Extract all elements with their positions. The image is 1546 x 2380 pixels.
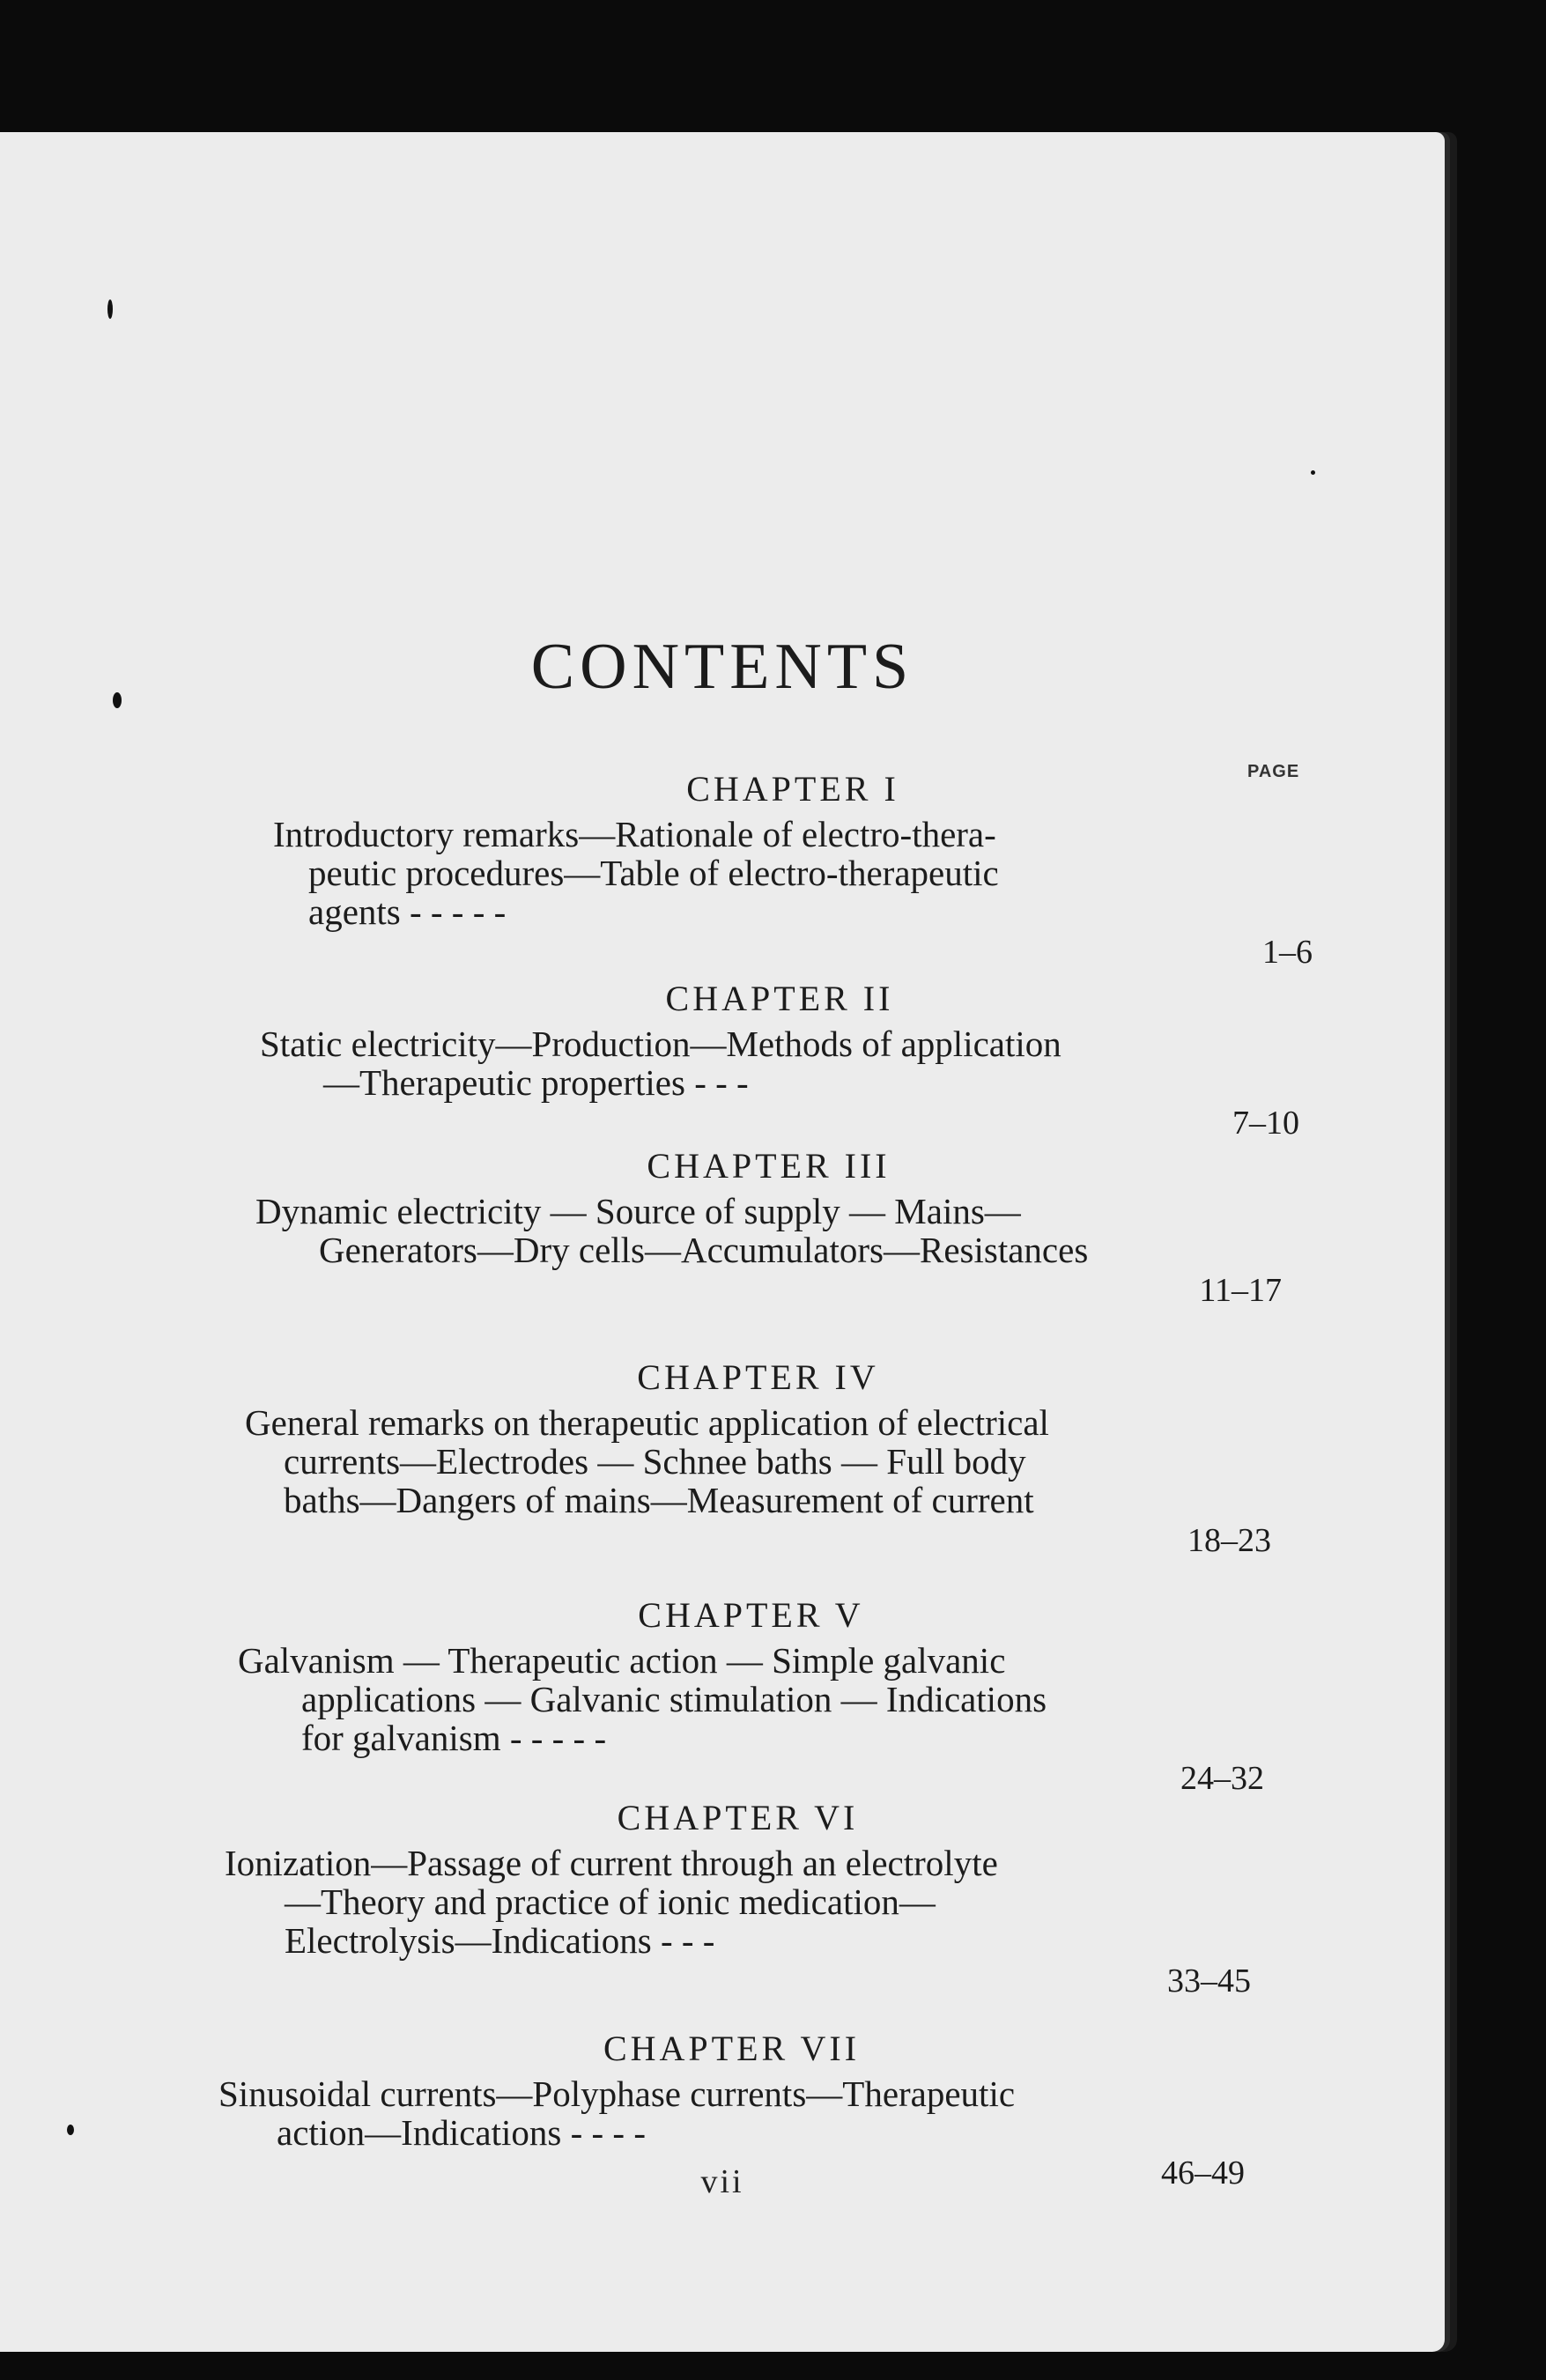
summary-line: General remarks on therapeutic application of electrical — [245, 1402, 1049, 1443]
chapter-page-range: 24–32 — [1180, 1760, 1264, 1797]
chapter-heading: CHAPTER VI — [617, 1798, 859, 1837]
chapter-page-range: 46–49 — [1161, 2155, 1245, 2192]
summary-line: Static electricity—Production—Methods of application — [260, 1024, 1061, 1064]
speck-mark — [67, 2125, 74, 2135]
chapter-entry — [225, 1797, 1251, 2000]
summary-line: Galvanism — Therapeutic action — Simple galvanic — [238, 1640, 1006, 1681]
summary-line: baths—Dangers of mains—Measurement of current — [284, 1480, 1034, 1520]
summary-line: agents - - - - - — [308, 891, 507, 932]
summary-line: Generators—Dry cells—Accumulators—Resistances — [319, 1230, 1089, 1270]
page-column-heading: PAGE — [1247, 762, 1300, 781]
page-title: CONTENTS — [530, 631, 914, 703]
summary-line: for galvanism - - - - - — [301, 1718, 607, 1758]
summary-line: Sinusoidal currents—Polyphase currents—Therapeutic — [218, 2073, 1016, 2114]
chapter-heading: CHAPTER I — [686, 769, 899, 809]
chapter-entry — [273, 768, 1313, 972]
chapter-page-range: 18–23 — [1187, 1522, 1271, 1559]
chapter-heading: CHAPTER V — [638, 1595, 864, 1635]
summary-line: —Therapeutic properties - - - — [323, 1062, 749, 1103]
summary-line: Introductory remarks—Rationale of electro-thera- — [273, 814, 996, 854]
chapter-entry — [260, 978, 1299, 1142]
chapter-entry — [238, 1594, 1264, 1798]
chapter-heading: CHAPTER VII — [603, 2029, 861, 2068]
chapter-entry — [245, 1356, 1271, 1560]
summary-line: Ionization—Passage of current through an electrolyte — [225, 1843, 998, 1883]
speck-mark — [107, 299, 113, 319]
chapter-summary — [218, 2074, 1245, 2152]
chapter-heading: CHAPTER IV — [637, 1357, 879, 1397]
chapter-heading: CHAPTER III — [647, 1146, 891, 1186]
chapter-summary — [273, 815, 1313, 931]
summary-line: applications — Galvanic stimulation — Indications — [301, 1679, 1047, 1719]
summary-line: Dynamic electricity — Source of supply — Mains— — [255, 1191, 1021, 1231]
chapter-page-range: 11–17 — [1199, 1272, 1282, 1309]
summary-line: Electrolysis—Indications - - - — [285, 1920, 715, 1961]
chapter-summary — [238, 1641, 1264, 1757]
summary-line: currents—Electrodes — Schnee baths — Full body — [284, 1441, 1026, 1482]
chapter-page-range: 1–6 — [1262, 934, 1313, 971]
chapter-entry — [255, 1145, 1282, 1310]
summary-line: —Theory and practice of ionic medication— — [285, 1881, 936, 1922]
chapter-page-range: 7–10 — [1232, 1105, 1299, 1142]
chapter-summary — [255, 1192, 1282, 1269]
chapter-summary — [245, 1403, 1271, 1519]
summary-line: peutic procedures—Table of electro-therapeutic — [308, 853, 999, 893]
book-page — [0, 132, 1445, 2352]
chapter-summary — [225, 1844, 1251, 1960]
chapter-summary — [260, 1024, 1299, 1102]
speck-mark — [1311, 470, 1315, 475]
chapter-heading: CHAPTER II — [665, 979, 894, 1018]
summary-line: action—Indications - - - - — [277, 2112, 646, 2153]
page-number: vii — [700, 2163, 744, 2200]
chapter-page-range: 33–45 — [1167, 1962, 1251, 1999]
